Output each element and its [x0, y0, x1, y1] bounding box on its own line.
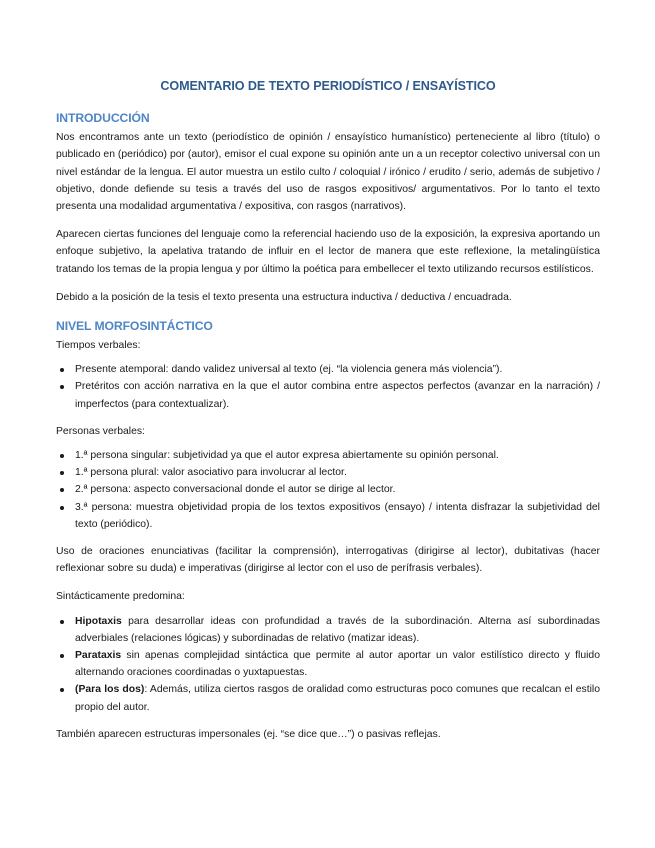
section-heading-morfosintactico: NIVEL MORFOSINTÁCTICO: [56, 319, 213, 334]
list-item-text: 2.ª persona: aspecto conversacional donde el autor se dirige al lector.: [75, 484, 396, 496]
impersonales-paragraph: También aparecen estructuras impersonales (ej. “se dice que…”) o pasivas reflejas.: [56, 728, 441, 740]
bullet-icon: [60, 506, 64, 510]
intro-paragraph-2: Aparecen ciertas funciones del lenguaje como la referencial haciendo uso de la exposición, la expresiva aportando un enfoque subjetivo, la apelativa tratando de influir en el lector de manera que este reflexione, la metalingüística tratando los temas de la propia lengua y por último la poética para embellecer el texto utilizando recursos estilísticos.: [56, 229, 600, 275]
list-item: [56, 647, 600, 681]
term-para-los-dos: (Para los dos): [75, 684, 145, 696]
term-parataxis: Parataxis: [75, 650, 122, 662]
bullet-icon: [60, 620, 64, 624]
list-item: [56, 481, 600, 498]
bullet-icon: [60, 688, 64, 692]
list-item: [56, 499, 600, 533]
list-item: [56, 681, 600, 715]
list-item-text: para desarrollar ideas con profundidad a través de la subordinación. Alterna así subordinadas adverbiales (relaciones lógicas) y subordinadas de relativo (matizar ideas).: [75, 615, 600, 644]
list-item: [56, 361, 600, 378]
bullet-icon: [60, 368, 64, 372]
term-hipotaxis: Hipotaxis: [75, 615, 122, 627]
sintactica-list: [56, 613, 600, 716]
list-item: [56, 464, 600, 481]
bullet-icon: [60, 471, 64, 475]
section-heading-introduccion: INTRODUCCIÓN: [56, 111, 150, 126]
list-item: [56, 613, 600, 647]
tiempos-verbales-list: [56, 361, 600, 413]
list-item-text: 1.ª persona singular: subjetividad ya que el autor expresa abiertamente su opinión personal.: [75, 450, 499, 462]
bullet-icon: [60, 385, 64, 389]
list-item-text: 3.ª persona: muestra objetividad propia de los textos expositivos (ensayo) / intenta disfrazar la subjetividad del texto (periódico).: [75, 501, 600, 530]
personas-verbales-list: [56, 447, 600, 533]
list-item: [56, 378, 600, 412]
document-title: COMENTARIO DE TEXTO PERIODÍSTICO / ENSAYÍSTICO: [160, 79, 496, 93]
intro-paragraph-3: Debido a la posición de la tesis el texto presenta una estructura inductiva / deductiva / encuadrada.: [56, 291, 512, 303]
bullet-icon: [60, 488, 64, 492]
list-item-text: Presente atemporal: dando validez universal al texto (ej. “la violencia genera más violencia”).: [75, 364, 503, 376]
list-item: [56, 447, 600, 464]
bullet-icon: [60, 454, 64, 458]
tiempos-verbales-label: Tiempos verbales:: [56, 340, 141, 352]
list-item-text: sin apenas complejidad sintáctica que permite al autor aportar un valor estilístico directo y fluido alternando oraciones coordinadas o yuxtapuestas.: [75, 650, 600, 679]
list-item-text: Pretéritos con acción narrativa en la que el autor combina entre aspectos perfectos (avanzar en la narración) / imperfectos (para contextualizar).: [75, 381, 600, 410]
list-item-text: 1.ª persona plural: valor asociativo para involucrar al lector.: [75, 467, 347, 479]
list-item-text: : Además, utiliza ciertos rasgos de oralidad como estructuras poco comunes que recalcan el estilo propio del autor.: [75, 684, 600, 713]
sintactica-label: Sintácticamente predomina:: [56, 591, 185, 603]
oraciones-paragraph: Uso de oraciones enunciativas (facilitar la comprensión), interrogativas (dirigirse al lector), dubitativas (hacer reflexionar sobre su duda) e imperativas (dirigirse al lector con el uso de perífrasis verbales).: [56, 546, 600, 575]
intro-paragraph-1: Nos encontramos ante un texto (periodístico de opinión / ensayístico humanístico) perteneciente al libro (título) o publicado en (periódico) por (autor), emisor el cual expone su opinión ante un a un receptor colectivo universal con un nivel estándar de la lengua. El autor muestra un estilo culto / coloquial / irónico / erudito / serio, además de subjetivo / objetivo, donde defiende su tesis a través del uso de rasgos expositivos/ argumentativos. Por lo tanto el texto presenta una modalidad argumentativa / expositiva, con rasgos (narrativos).: [56, 132, 600, 213]
personas-verbales-label: Personas verbales:: [56, 425, 145, 437]
bullet-icon: [60, 654, 64, 658]
